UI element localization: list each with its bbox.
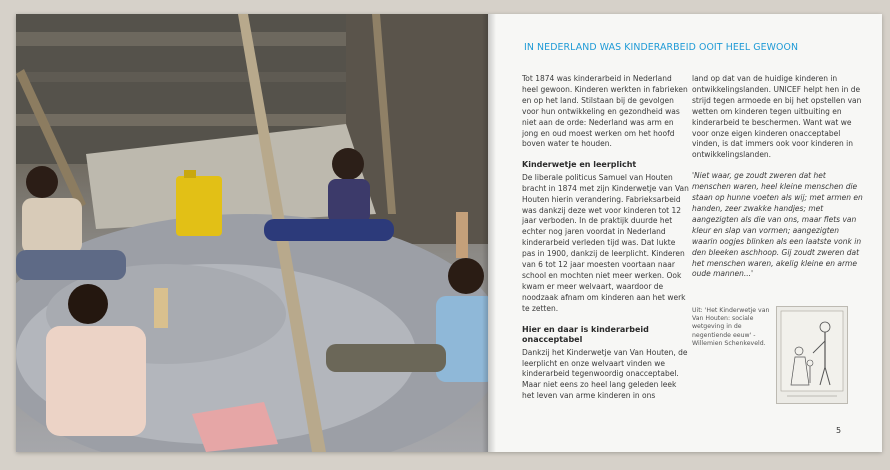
- child-labour-photo: [16, 14, 488, 452]
- section-heading: Hier en daar is kinderarbeid onacceptabel: [522, 324, 649, 345]
- page-number: 5: [836, 426, 842, 435]
- page-headline: IN NEDERLAND WAS KINDERARBEID OOIT HEEL GEWOON: [524, 42, 799, 53]
- section-paragraph: Dankzij het Kinderwetje van Van Houten, de leerplicht en onze welvaart vinden we kinderarbeid tegenwoordig onacceptabel. Maar niet eens zo heel lang geleden leek het leven van arme kinderen in ons: [522, 347, 688, 401]
- booklet-spread: [16, 14, 882, 452]
- image-caption: Uit: 'Het Kinderwetje van Van Houten: sociale wetgeving in de negentiende eeuw' - Willemien Schenkeveld.: [692, 307, 770, 347]
- historic-cartoon-image: [776, 306, 848, 404]
- text-column-right: [692, 74, 864, 290]
- section-paragraph: De liberale politicus Samuel van Houten bracht in 1874 met zijn Kinderwetje van Van Houten hierin verandering. Fabrieksarbeid was dankzij deze wet voor kinderen tot 12 jaar verboden. In de praktijk duurde het echter nog jaren voordat in Nederland kinderarbeid verleden tijd was. Dat lukte pas in 1900, dankzij de leerplicht. Kinderen van 6 tot 12 jaar moesten voortaan naar school en mochten niet meer werken. Ook kwam er meer welvaart, waardoor de noodzaak afnam om kinderen aan het werk te zetten.: [522, 172, 689, 313]
- section-heading: Kinderwetje en leerplicht: [522, 160, 637, 170]
- cartoon-drawing: [777, 307, 847, 403]
- continued-paragraph: land op dat van de huidige kinderen in ontwikkelingslanden. UNICEF helpt hen in de strijd tegen armoede en bij het opstellen van wetten om kinderen tegen uitbuiting en kinderarbeid te beschermen. Want wat we voor onze eigen kinderen onacceptabel vinden, is dat immers ook voor kinderen in ontwikkelingslanden.: [692, 74, 862, 160]
- quote-paragraph: 'Niet waar, ge zoudt zweren dat het menschen waren, heel kleine menschen die staan op hunne voeten als wij; met armen en handen, zeer zwakke handjes; met aangezigten als die van ons, maar flets van kleur en slap van vormen; aangezigten waarin oogjes blinken als een laatste vonk in den bleeken aschhoop. Gij zoudt zweren dat het menschen waren, akelig kleine en arme oude mannen...': [692, 171, 863, 279]
- book-gutter: [482, 14, 496, 452]
- intro-paragraph: Tot 1874 was kinderarbeid in Nederland heel gewoon. Kinderen werkten in fabrieken en op het land. Stilstaan bij de gevolgen voor hun ontwikkeling en gezondheid was niet aan de orde: Nederland was arm en jong en oud moest werken om het hoofd boven water te houden.: [522, 74, 688, 149]
- text-column-left: [522, 74, 690, 412]
- text-page: [488, 14, 882, 452]
- photo-illustration: [16, 14, 488, 452]
